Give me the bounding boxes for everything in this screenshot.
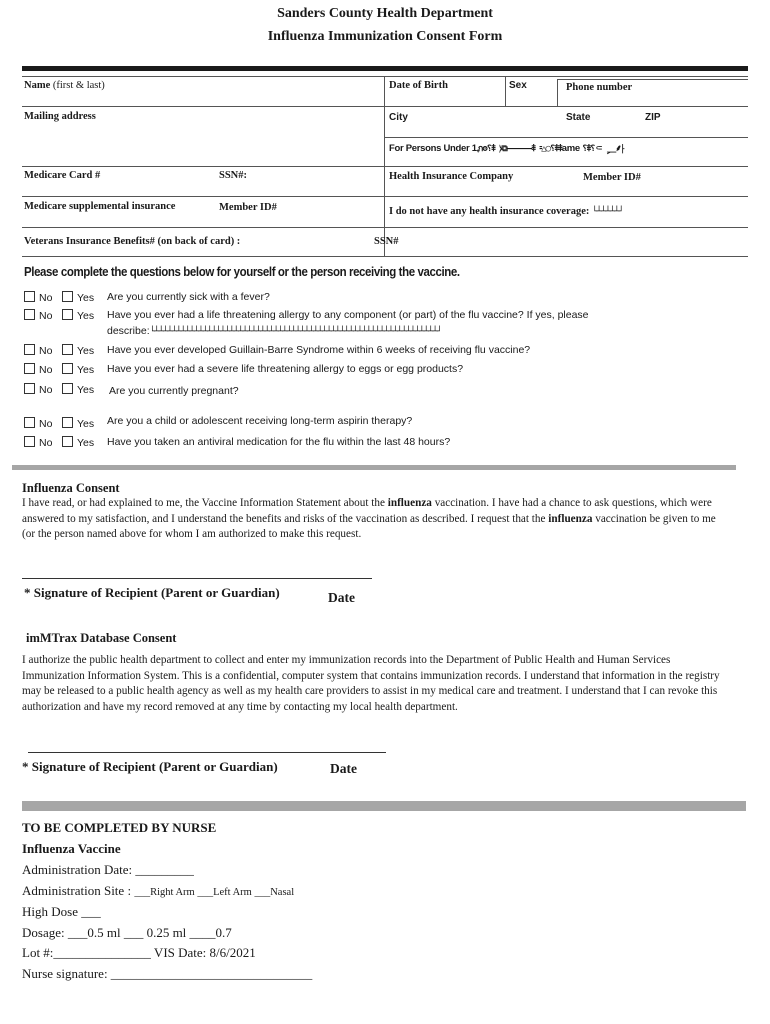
- recipient-signature-label-2: * Signature of Recipient (Parent or Guardian): [22, 759, 278, 774]
- question-7: Have you taken an antiviral medication for the flu within the last 48 hours?: [107, 436, 451, 448]
- immtrax-consent-text: I authorize the public health department to collect and enter my immunization records into the Department of Public Health and Human Services Immunization Information System. This is a confidential, computer system that contains immunization records. I understand that information in the registry may be released to a public health agency as well as my health care providers to assist in my medical care and treatment. I understand that I can revoke this authorization and have my record removed at any time by contacting my local health department.: [22, 654, 720, 713]
- q3-yes-checkbox[interactable]: Yes: [62, 344, 94, 357]
- required-star: *: [24, 585, 31, 600]
- no-insurance-box[interactable]: └┴┴┴┴┴┘: [592, 207, 623, 217]
- question-1: Are you currently sick with a fever?: [107, 291, 270, 303]
- q2-yes-checkbox[interactable]: Yes: [62, 309, 94, 322]
- q7-yes-checkbox[interactable]: Yes: [62, 436, 94, 449]
- member-id-field[interactable]: Member ID#: [583, 172, 641, 183]
- describe-input-line[interactable]: └┴┴┴┴┴┴┴┴┴┴┴┴┴┴┴┴┴┴┴┴┴┴┴┴┴┴┴┴┴┴┴┴┴┴┴┴┴┴┴┴┴┴┴┴┴┴┴┴┴┴┴┴┴┴┴┴┴┴┴┴┴┴┴┴┘: [149, 327, 442, 337]
- grid-line: [22, 227, 748, 228]
- site-options[interactable]: ___Right Arm ___Left Arm ___Nasal: [134, 887, 295, 898]
- high-dose-field[interactable]: High Dose ___: [22, 904, 101, 919]
- grid-line: [22, 196, 748, 197]
- question-4: Have you ever had a severe life threatening allergy to eggs or egg products?: [107, 363, 464, 375]
- grid-line: [22, 106, 748, 107]
- required-star-2: *: [22, 759, 29, 774]
- ssn-field[interactable]: SSN#:: [219, 170, 248, 181]
- q5-yes-checkbox[interactable]: Yes: [62, 383, 94, 396]
- nurse-signature-field[interactable]: Nurse signature: _______________________________: [22, 966, 313, 981]
- organization-name: Sanders County Health Department: [277, 6, 493, 21]
- describe-label: describe:: [107, 325, 150, 337]
- ssn-2-field[interactable]: SSN#: [374, 236, 399, 247]
- state-field[interactable]: State: [566, 112, 591, 123]
- q3-no-checkbox[interactable]: No: [24, 344, 52, 357]
- form-title: Influenza Immunization Consent Form: [267, 29, 503, 44]
- section-divider-2: [22, 801, 746, 811]
- question-3: Have you ever developed Guillain-Barre Syndrome within 6 weeks of receiving flu vaccine?: [107, 344, 531, 356]
- influenza-consent-text: I have read, or had explained to me, the Vaccine Information Statement about the influenza vaccination. I have had a chance to ask questions, which were answered to my satisfaction, and I understand the benefits and risks of the vaccination as described. I request that the influenza vaccination be given to me (or the person named above for whom I am authorized to make this request.: [22, 497, 716, 540]
- influenza-consent-heading: Influenza Consent: [22, 481, 120, 495]
- grid-line: [22, 76, 748, 77]
- no-insurance-field[interactable]: [389, 206, 623, 217]
- q1-yes-checkbox[interactable]: Yes: [62, 291, 94, 304]
- insurance-company-field[interactable]: Health Insurance Company: [389, 171, 514, 182]
- top-rule: [22, 66, 748, 71]
- lot-vis-field[interactable]: Lot #:_______________ VIS Date: 8/6/2021: [22, 945, 256, 960]
- q7-no-checkbox[interactable]: No: [24, 436, 52, 449]
- signature-line[interactable]: [22, 578, 372, 579]
- q4-no-checkbox[interactable]: No: [24, 363, 52, 376]
- question-6: Are you a child or adolescent receiving long-term aspirin therapy?: [107, 415, 413, 427]
- describe-field[interactable]: [107, 325, 441, 337]
- question-2: Have you ever had a life threatening allergy to any component (or part) of the flu vaccine? If yes, please: [107, 309, 589, 321]
- under-18-label: For Persons Under 1: [389, 143, 477, 154]
- administration-site-field[interactable]: Administration Site : ___Right Arm ___Left Arm ___Nasal: [22, 883, 295, 898]
- nurse-section-heading: TO BE COMPLETED BY NURSE: [22, 820, 217, 835]
- q6-no-checkbox[interactable]: No: [24, 417, 52, 430]
- under-18-garbled-text: ⹁กʘ⸮⹋ ⧽⧉⸻⹋ ⹀△◯⸮⹋⹋: [476, 144, 562, 154]
- questions-heading: Please complete the questions below for yourself or the person receiving the vaccine.: [24, 266, 460, 280]
- grid-line: [384, 76, 385, 256]
- phone-field[interactable]: Phone number: [566, 82, 633, 93]
- signature-date-label-2: Date: [330, 761, 357, 776]
- mailing-address-field[interactable]: Mailing address: [24, 111, 96, 122]
- signature-date-label: Date: [328, 590, 355, 605]
- city-field[interactable]: City: [389, 112, 408, 123]
- veterans-benefits-field[interactable]: Veterans Insurance Benefits# (on back of card) :: [24, 236, 241, 247]
- immtrax-consent-heading: imMTrax Database Consent: [26, 631, 177, 645]
- q6-yes-checkbox[interactable]: Yes: [62, 417, 94, 430]
- q2-no-checkbox[interactable]: No: [24, 309, 52, 322]
- grid-line: [557, 79, 748, 80]
- dob-field[interactable]: Date of Birth: [389, 80, 448, 91]
- sex-field[interactable]: Sex: [509, 80, 527, 91]
- recipient-signature-label: * Signature of Recipient (Parent or Guardian): [24, 585, 280, 600]
- q1-no-checkbox[interactable]: No: [24, 291, 52, 304]
- grid-line: [22, 166, 748, 167]
- grid-line: [505, 76, 506, 106]
- name-hint: (first & last): [52, 80, 105, 91]
- under-18-name-label: ame: [561, 143, 580, 154]
- dosage-field[interactable]: Dosage: ___0.5 ml ___ 0.25 ml ____0.7: [22, 925, 232, 940]
- grid-line: [384, 137, 748, 138]
- grid-line: [557, 79, 558, 106]
- zip-field[interactable]: ZIP: [645, 112, 661, 123]
- under-18-field[interactable]: [389, 141, 625, 155]
- name-field[interactable]: [24, 80, 105, 91]
- q4-yes-checkbox[interactable]: Yes: [62, 363, 94, 376]
- name-label: Name: [24, 80, 51, 91]
- medicare-supplemental-field[interactable]: Medicare supplemental insurance: [24, 201, 176, 212]
- section-divider: [12, 465, 736, 470]
- member-id-2-field[interactable]: Member ID#: [219, 202, 277, 213]
- no-insurance-label: I do not have any health insurance coverage:: [389, 206, 590, 217]
- medicare-card-field[interactable]: Medicare Card #: [24, 170, 101, 181]
- q5-no-checkbox[interactable]: No: [24, 383, 52, 396]
- grid-line: [22, 256, 748, 257]
- signature-line-2[interactable]: [28, 752, 386, 753]
- influenza-vaccine-label: Influenza Vaccine: [22, 841, 121, 856]
- under-18-garbled-text-2: ⸮⹋⸮⸦ ⸐⸙⸠: [582, 144, 625, 154]
- question-5: Are you currently pregnant?: [109, 385, 239, 397]
- administration-date-field[interactable]: Administration Date: _________: [22, 862, 194, 877]
